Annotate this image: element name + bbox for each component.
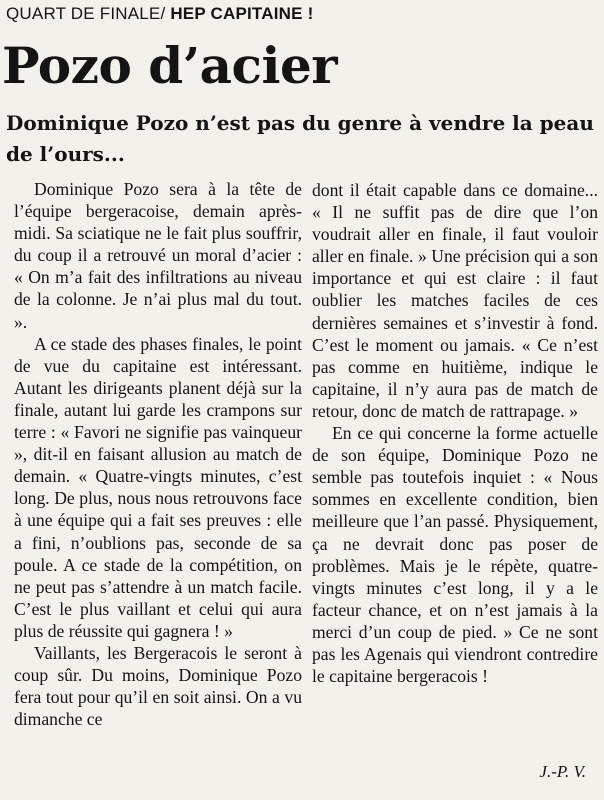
paragraph: En ce qui concerne la forme actuelle de son équipe, Dominique Pozo ne semble pas toutefois inquiet : « Nous sommes en excellente condition, bien meilleure que l’an passé. Physiquement, ça ne devrait donc pas poser de problèmes. Mais je le répète, quatre-vingts minutes c’est long, il y a le facteur chance, et on n’est jamais à la merci d’un coup de pied. » Ce ne sont pas les Agenais qui viendront contredire le capitaine bergeracois ! (312, 423, 598, 687)
article-column-right (312, 179, 598, 687)
article-column-left (14, 178, 302, 730)
author-signature: J.-P. V. (539, 762, 586, 781)
headline: Pozo d’acier (2, 36, 338, 95)
section-kicker (6, 4, 313, 24)
paragraph: dont il était capable dans ce domaine... « Il ne suffit pas de dire que l’on voudrait aller en finale, il faut vouloir aller en finale. » Une précision qui a son importance et qui est claire : il faut oublier les matches faciles de ces dernières semaines et s’investir à fond. C’est le moment ou jamais. « Ce n’est pas comme en huitième, indique le capitaine, il n’y aura pas de match de retour, donc de match de rattrapage. » (312, 180, 598, 421)
paragraph: A ce stade des phases finales, le point de vue du capitaine est intéressant. Autant les dirigeants planent déjà sur la finale, autant lui garde les crampons sur terre : « Favori ne signifie pas vainqueur », dit-il en faisant allusion au match de demain. « Quatre-vingts minutes, c’est long. De plus, nous nous retrouvons face à une équipe qui a fait ses preuves : elle a fini, n’oublions pas, seconde de sa poule. A ce stade de la compétition, on ne peut pas s’attendre à un match facile. C’est le plus vaillant et celui qui aura plus de réussite qui gagnera ! » (14, 333, 302, 641)
paragraph: Dominique Pozo sera à la tête de l’équipe bergeracoise, demain après-midi. Sa sciatique ne le fait plus souffrir, du coup il a retrouvé un moral d’acier : « On m’a fait des infiltrations au niveau de la colonne. Je n’ai plus mal du tout. ». (14, 179, 302, 332)
paragraph: Vaillants, les Bergeracois le seront à coup sûr. Du moins, Dominique Pozo fera tout pour qu’il en soit ainsi. On a vu dimanche ce (14, 642, 302, 730)
section-label: QUART DE FINALE/ (6, 4, 166, 23)
kicker-title: HEP CAPITAINE ! (170, 4, 314, 23)
subheadline: Dominique Pozo n’est pas du genre à vendre la peau de l’ours... (6, 111, 594, 166)
